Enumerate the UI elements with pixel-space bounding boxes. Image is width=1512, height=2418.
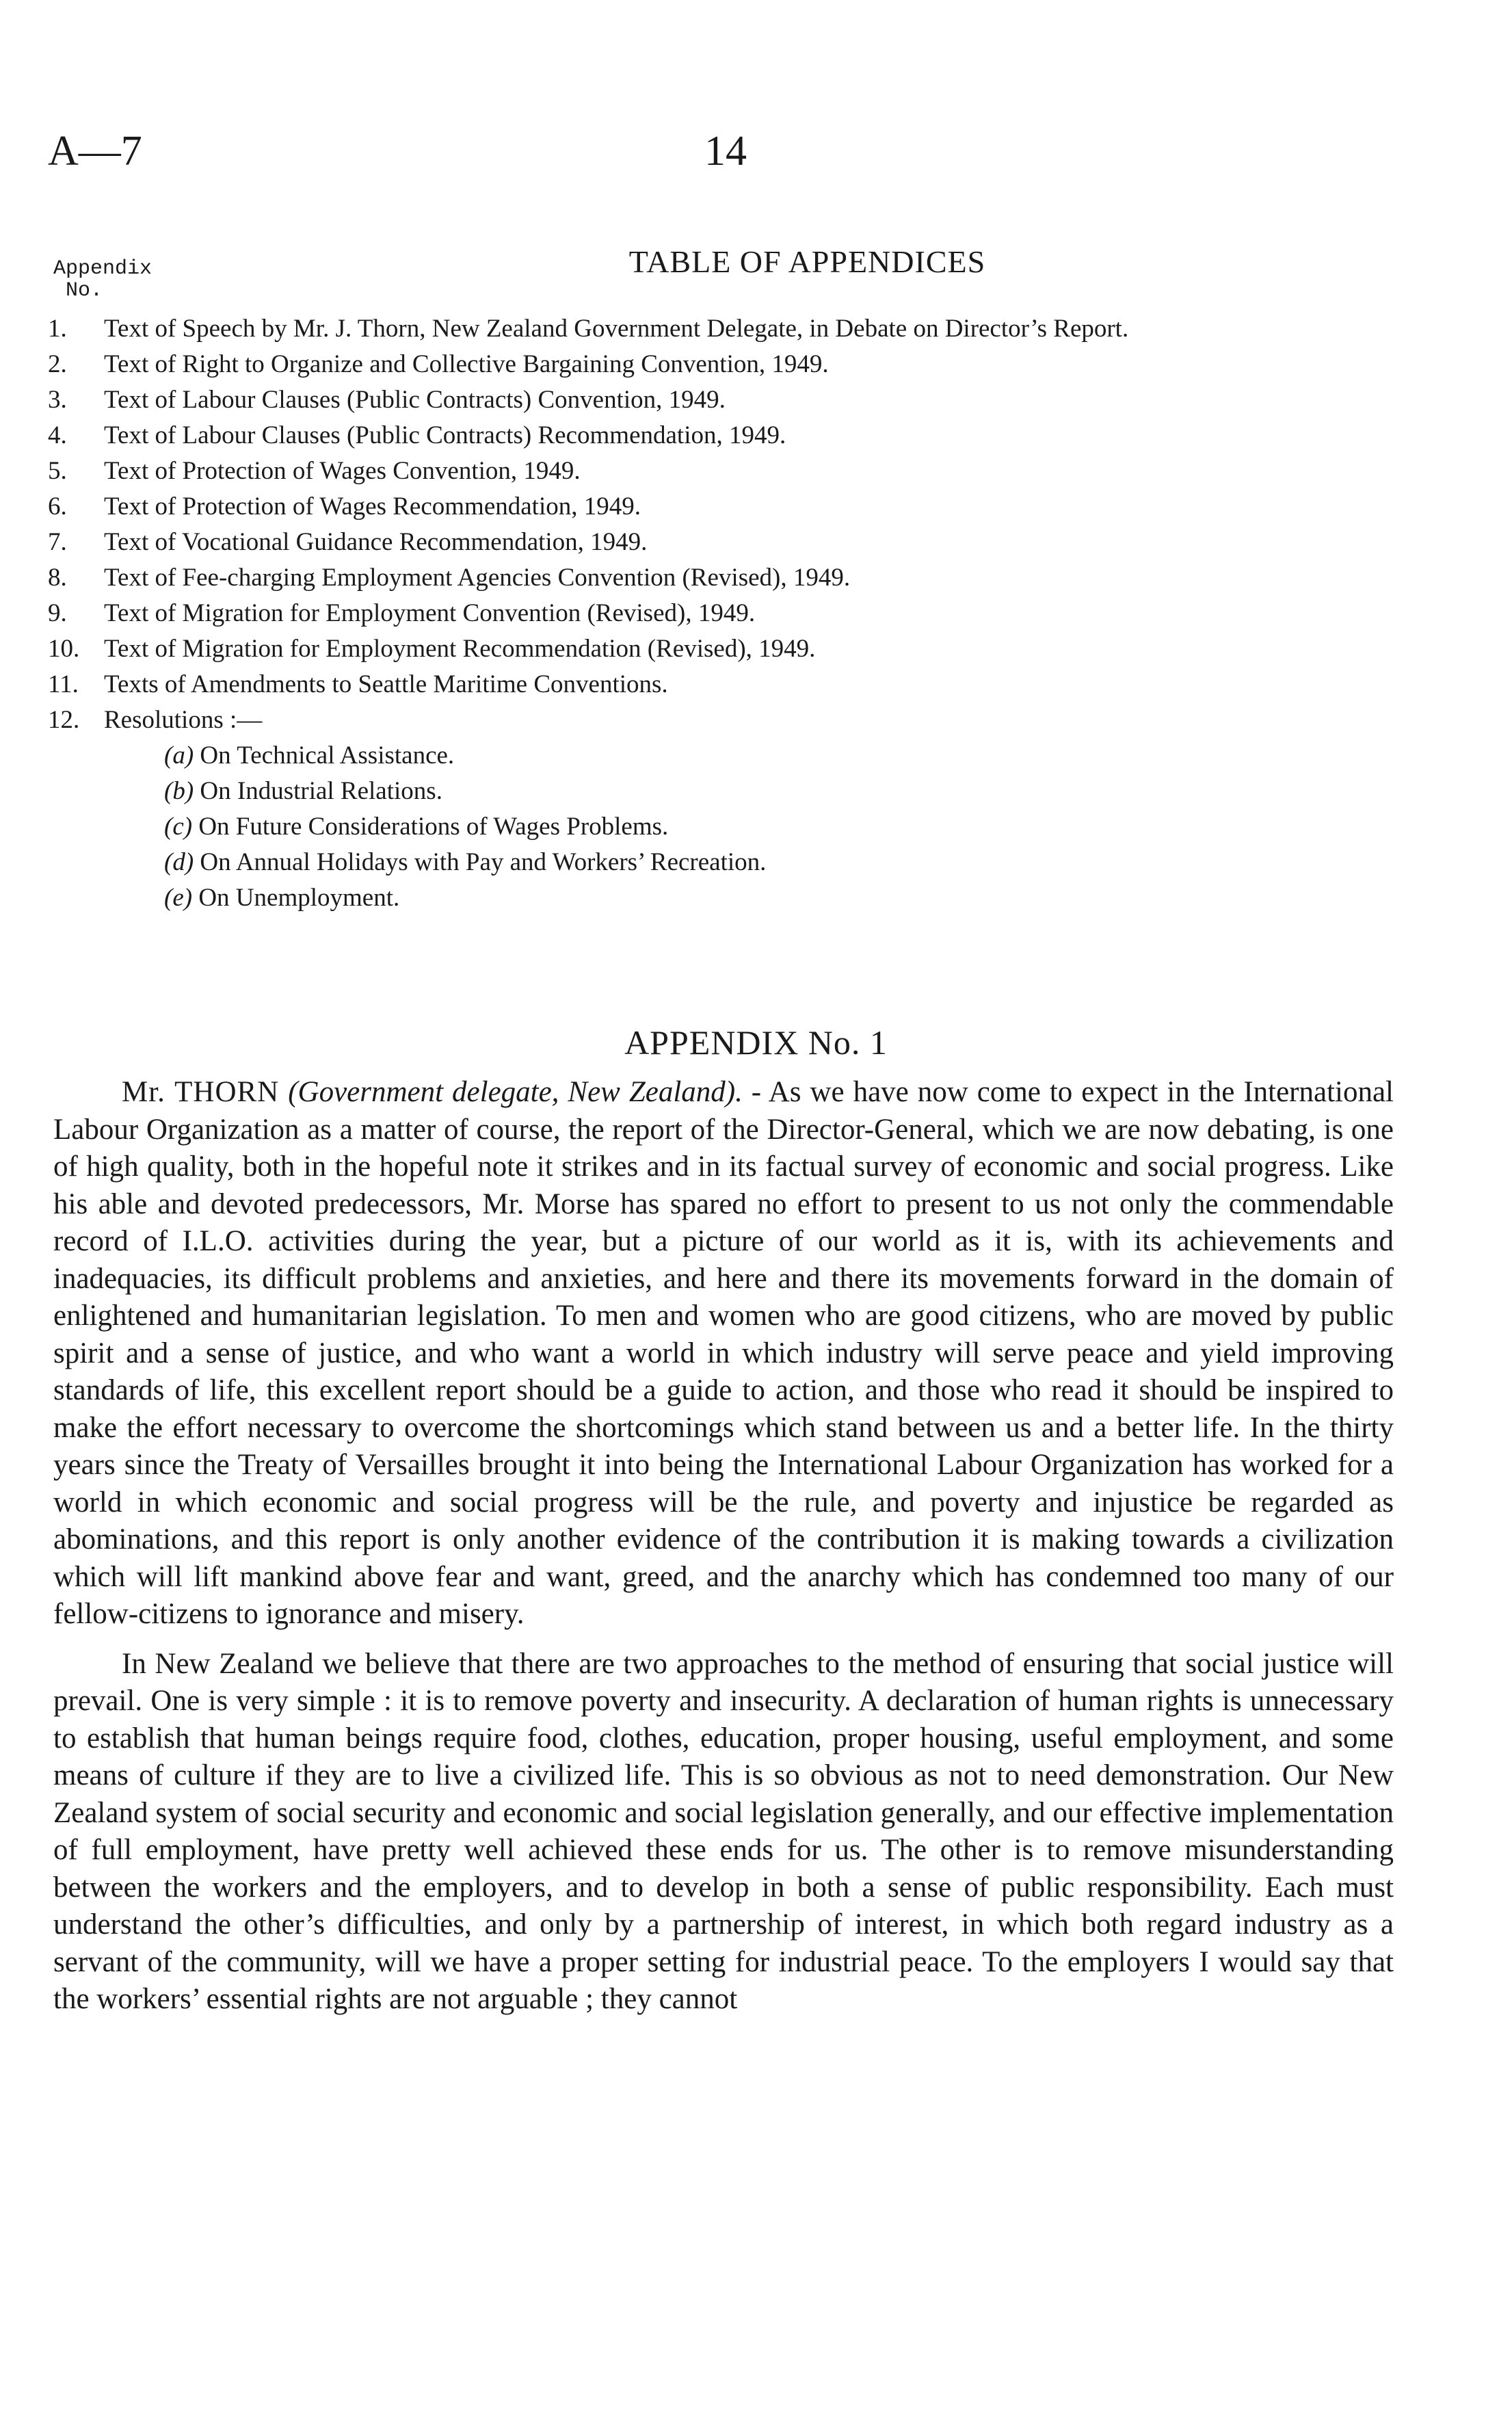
toc-item-number: 12. — [48, 706, 80, 734]
resolution-letter: (c) — [164, 813, 193, 841]
toc-item-text: Texts of Amendments to Seattle Maritime Conventions. — [104, 670, 668, 698]
toc-item-number: 6. — [48, 492, 67, 521]
appendix-label-line1: Appendix — [53, 257, 152, 280]
resolution-item — [48, 845, 766, 880]
resolution-item — [48, 809, 766, 845]
toc-item — [48, 667, 1457, 702]
speaker-name: Mr. THORN — [122, 1076, 280, 1108]
toc-item-number: 5. — [48, 457, 67, 485]
toc-item — [48, 489, 1457, 525]
toc-item-number: 2. — [48, 350, 67, 378]
toc-item-text: Text of Fee-charging Employment Agencies Convention (Revised), 1949. — [104, 564, 851, 592]
resolution-text: On Future Considerations of Wages Problems. — [198, 813, 669, 841]
toc-item-text: Resolutions :— — [104, 706, 263, 734]
toc-item-text: Text of Labour Clauses (Public Contracts) Recommendation, 1949. — [104, 421, 786, 449]
resolution-item — [48, 738, 766, 774]
appendix-label-line2: No. — [66, 278, 103, 302]
toc-item-number: 8. — [48, 564, 67, 592]
toc-item-text: Text of Right to Organize and Collective Bargaining Convention, 1949. — [104, 350, 829, 378]
resolution-text: On Industrial Relations. — [200, 777, 442, 805]
toc-item-text: Text of Protection of Wages Convention, 1949. — [104, 457, 581, 485]
toc-item-text: Text of Migration for Employment Convention (Revised), 1949. — [104, 599, 756, 627]
resolution-text: On Annual Holidays with Pay and Workers’ Recreation. — [200, 848, 767, 876]
toc-item-text: Text of Protection of Wages Recommendation, 1949. — [104, 492, 641, 521]
table-of-appendices-title: TABLE OF APPENDICES — [628, 244, 986, 279]
toc-item-number: 10. — [48, 635, 80, 663]
toc-item — [48, 596, 1457, 631]
toc-item-text: Text of Migration for Employment Recommendation (Revised), 1949. — [104, 635, 816, 663]
toc-item — [48, 702, 1457, 738]
toc-item — [48, 347, 1457, 382]
toc-item — [48, 525, 1457, 560]
resolution-letter: (e) — [164, 884, 193, 912]
page-number: 14 — [704, 128, 747, 174]
toc-item — [48, 631, 1457, 667]
speaker-role: (Government delegate, New Zealand). — [288, 1076, 743, 1108]
toc-item-text: Text of Speech by Mr. J. Thorn, New Zealand Government Delegate, in Debate on Director’s Report. — [104, 315, 1129, 343]
toc-item-number: 7. — [48, 528, 67, 556]
paragraph-1 — [53, 1074, 1394, 1633]
toc-item — [48, 454, 1457, 489]
table-of-appendices-list — [48, 311, 1457, 916]
paragraph-1-text: - As we have now come to expect in the International Labour Organization as a matter of course, the report of the Director-General, which we are now debating, is one of high quality, both in the hopeful note it strikes and in its factual survey of economic and social progress. Like his able and devoted predecessors, Mr. Morse has spared no effort to present to us not only the commendable record of I.L.O. activities during the year, but a picture of our world as it is, with its achievements and inadequacies, its difficult problems and anxieties, and here and there its movements forward in the domain of enlightened and humanitarian legislation. To men and women who are good citizens, who are moved by public spirit and a sense of justice, and who want a world in which industry will serve peace and yield improving standards of life, this excellent report should be a guide to action, and those who read it should be inspired to make the effort necessary to overcome the shortcomings which stand between us and a better life. In the thirty years since the Treaty of Versailles brought it into being the International Labour Organization has worked for a world in which economic and social progress will be the rule, and poverty and injustice be regarded as abominations, and this report is only another evidence of the contribution it is making towards a civilization which will lift mankind above fear and want, greed, and the anarchy which has condemned too many of our fellow-citizens to ignorance and misery. — [53, 1076, 1394, 1630]
toc-item-text: Text of Vocational Guidance Recommendation, 1949. — [104, 528, 648, 556]
toc-item — [48, 418, 1457, 454]
resolutions-group — [48, 738, 1457, 916]
paragraph-2: In New Zealand we believe that there are two approaches to the method of ensuring that social justice will prevail. One is very simple : it is to remove poverty and insecurity. A declaration of human rights is unnecessary to establish that human beings require food, clothes, education, proper housing, useful employment, and some means of culture if they are to live a civilized life. This is so obvious as not to need demonstration. Our New Zealand system of social security and economic and social legislation generally, and our effective implementation of full employment, have pretty well achieved these ends for us. The other is to remove misunderstanding between the workers and the employers, and to develop in both a sense of public responsibility. Each must understand the other’s difficulties, and only by a partnership of interest, in which both regard industry as a servant of the community, will we have a proper setting for industrial peace. To the employers I would say that the workers’ essential rights are not arguable ; they cannot — [53, 1647, 1394, 2015]
resolution-text: On Technical Assistance. — [200, 741, 455, 770]
resolution-letter: (b) — [164, 777, 194, 805]
toc-item — [48, 382, 1457, 418]
toc-item-number: 4. — [48, 421, 67, 449]
resolution-item — [48, 880, 766, 916]
toc-item-number: 3. — [48, 386, 67, 414]
document-reference: A—7 — [48, 128, 142, 174]
toc-item-text: Text of Labour Clauses (Public Contracts) Convention, 1949. — [104, 386, 726, 414]
toc-item-number: 9. — [48, 599, 67, 627]
appendix-1-body — [53, 1074, 1394, 2019]
toc-item-number: 1. — [48, 315, 67, 343]
resolutions-list — [48, 738, 766, 916]
resolution-item — [48, 774, 766, 809]
resolution-text: On Unemployment. — [198, 884, 400, 912]
resolution-letter: (a) — [164, 741, 194, 770]
toc-item — [48, 560, 1457, 596]
toc-item — [48, 311, 1457, 347]
toc-item-number: 11. — [48, 670, 79, 698]
appendix-1-title: APPENDIX No. 1 — [624, 1023, 888, 1062]
resolution-letter: (d) — [164, 848, 194, 876]
